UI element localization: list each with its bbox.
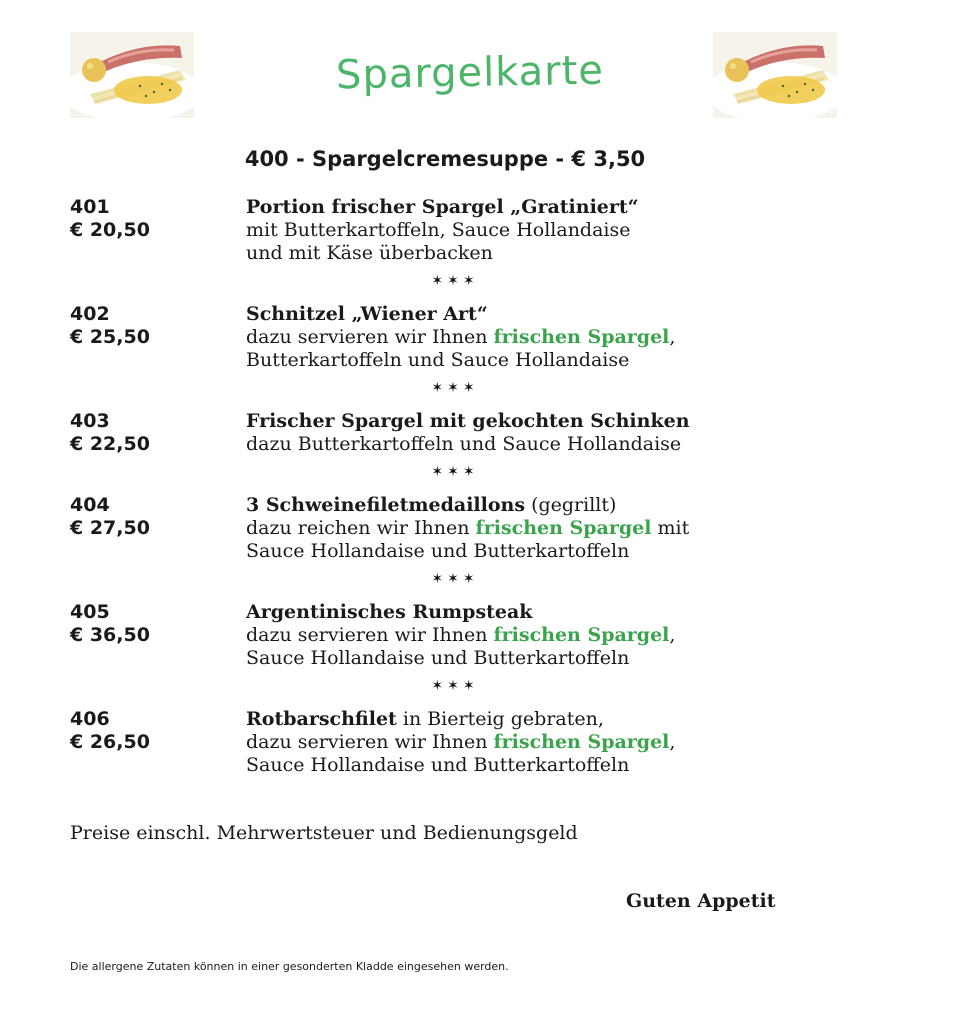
item-line: Sauce Hollandaise und Butterkartoffeln xyxy=(246,540,630,562)
highlight-text: frischen Spargel xyxy=(475,517,652,539)
separator-stars: ✶✶✶ xyxy=(431,380,479,396)
soup-item: 400 - Spargelcremesuppe - € 3,50 xyxy=(244,147,646,171)
item-description: 3 Schweinefiletmedaillons (gegrillt) dazu reichen wir Ihnen frischen Spargel mit Sauce Hollandaise und Butterkartoffeln xyxy=(246,494,886,563)
item-price: € 36,50 xyxy=(70,624,150,646)
item-name: Schnitzel „Wiener Art“ xyxy=(246,303,488,325)
item-price: € 26,50 xyxy=(70,731,150,753)
highlight-text: frischen Spargel xyxy=(493,326,670,348)
item-description xyxy=(246,196,886,265)
item-line: dazu reichen wir Ihnen frischen Spargel mit xyxy=(246,517,690,539)
item-line: dazu servieren wir Ihnen frischen Spargel, xyxy=(246,624,676,646)
item-line: und mit Käse überbacken xyxy=(246,242,493,264)
separator-stars: ✶✶✶ xyxy=(431,464,479,480)
item-line: dazu servieren wir Ihnen frischen Spargel, xyxy=(246,326,676,348)
separator-stars: ✶✶✶ xyxy=(431,571,479,587)
item-code: 403 xyxy=(70,410,110,432)
asparagus-dish-image-left xyxy=(70,32,194,118)
separator-stars: ✶✶✶ xyxy=(431,273,479,289)
highlight-text: frischen Spargel xyxy=(493,731,670,753)
item-line: Butterkartoffeln und Sauce Hollandaise xyxy=(246,349,630,371)
separator-stars: ✶✶✶ xyxy=(431,678,479,694)
item-line: Sauce Hollandaise und Butterkartoffeln xyxy=(246,754,630,776)
item-name: Frischer Spargel mit gekochten Schinken xyxy=(246,410,690,432)
item-description xyxy=(246,410,886,456)
item-line: mit Butterkartoffeln, Sauce Hollandaise xyxy=(246,219,631,241)
item-name: Portion frischer Spargel „Gratiniert“ xyxy=(246,196,639,218)
item-description xyxy=(246,601,886,670)
highlight-text: frischen Spargel xyxy=(493,624,670,646)
item-price: € 25,50 xyxy=(70,326,150,348)
item-code: 406 xyxy=(70,708,110,730)
item-price: € 20,50 xyxy=(70,219,150,241)
item-code: 405 xyxy=(70,601,110,623)
item-price: € 27,50 xyxy=(70,517,150,539)
item-description xyxy=(246,303,886,372)
item-line: Sauce Hollandaise und Butterkartoffeln xyxy=(246,647,630,669)
item-name: Argentinisches Rumpsteak xyxy=(246,601,533,623)
item-code: 404 xyxy=(70,494,110,516)
item-price: € 22,50 xyxy=(70,433,150,455)
item-name: Rotbarschfilet xyxy=(246,708,397,730)
greeting: Guten Appetit xyxy=(626,890,776,912)
item-name: 3 Schweinefiletmedaillons xyxy=(246,494,526,516)
page-title: Spargelkarte xyxy=(335,47,605,99)
item-line: dazu servieren wir Ihnen frischen Spargel, xyxy=(246,731,676,753)
item-description: Rotbarschfilet in Bierteig gebraten, dazu servieren wir Ihnen frischen Spargel, Sauce Hollandaise und Butterkartoffeln xyxy=(246,708,886,777)
item-line: dazu Butterkartoffeln und Sauce Hollandaise xyxy=(246,433,682,455)
allergen-note: Die allergene Zutaten können in einer gesonderten Kladde eingesehen werden. xyxy=(70,960,509,973)
price-note: Preise einschl. Mehrwertsteuer und Bedienungsgeld xyxy=(70,822,578,844)
item-code: 401 xyxy=(70,196,110,218)
item-code: 402 xyxy=(70,303,110,325)
